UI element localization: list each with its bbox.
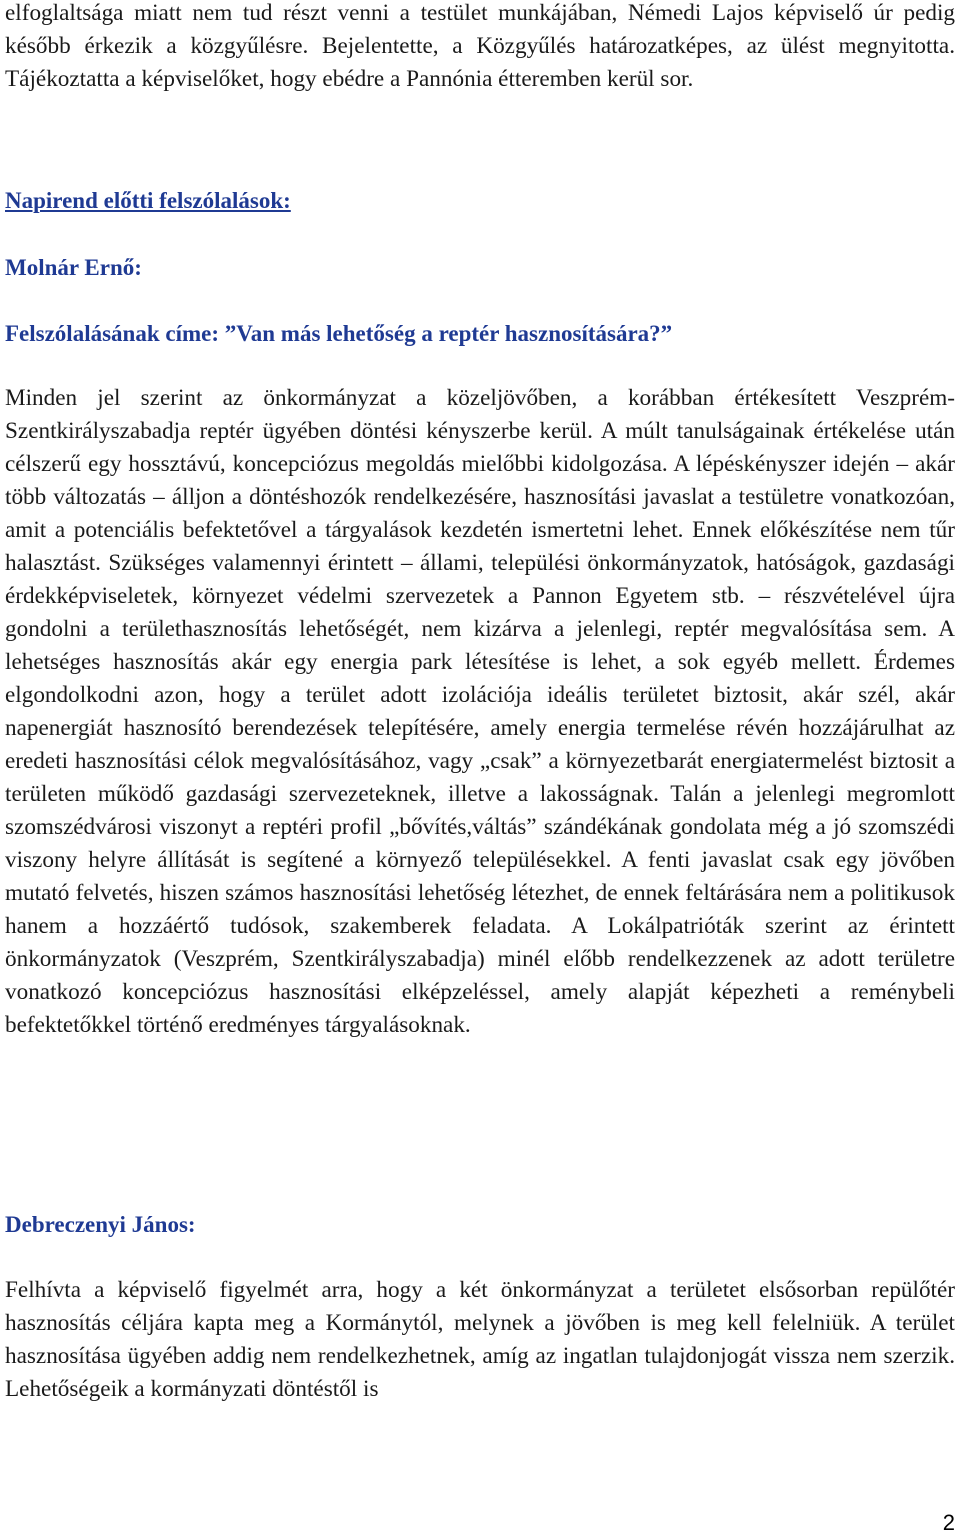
page-number: 2 bbox=[942, 1510, 955, 1535]
debreczenyi-response-paragraph: Felhívta a képviselő figyelmét arra, hogy a két önkormányzat a területet elsősorban repülőtér hasznosítás céljára kapta meg a Kormánytól, melynek a jövőben is meg kell felelniük. A terület hasznosítása ügyében addig nem rendelkezhetnek, amíg az ingatlan tulajdonjogát vissza nem szerzik. Lehetőségeik a kormányzati döntéstől is bbox=[5, 1277, 955, 1402]
section-heading-napirend: Napirend előtti felszólalások: bbox=[5, 188, 291, 213]
speaker-heading-molnar: Molnár Ernő: bbox=[5, 255, 142, 280]
intro-paragraph: elfoglaltsága miatt nem tud részt venni a testület munkájában, Némedi Lajos képviselő úr pedig később érkezik a közgyűlésre. Bejelentette, a Közgyűlés határozatképes, az ülést megnyitotta. Tájékoztatta a képviselőket, hogy ebédre a Pannónia étteremben kerül sor. bbox=[5, 0, 955, 92]
molnar-speech-paragraph: Minden jel szerint az önkormányzat a közeljövőben, a korábban értékesített Veszprém-Szentkirályszabadja reptér ügyében döntési kényszerbe kerül. A múlt tanulságainak értékelése után célszerű egy hossztávú, koncepciózus megoldás mielőbbi kidolgozása. A lépéskényszer idején – akár több változatás – álljon a döntéshozók rendelkezésére, hasznosítási javaslat a testületre vonatkozóan, amit a potenciális befektetővel a tárgyalások kezdetén ismertetni lehet. Ennek előkészítése nem tűr halasztást. Szükséges valamennyi érintett – állami, települési önkormányzatok, hatóságok, gazdasági érdekképviseletek, környezet védelmi szervezetek a Pannon Egyetem stb. – részvételével újra gondolni a területhasznosítás lehetőségét, nem kizárva a jelenlegi, reptér megvalósítása sem. A lehetséges hasznosítás akár egy energia park létesítése is lehet, a sok egyéb mellett. Érdemes elgondolkodni azon, hogy a terület adott izolációja ideális területet biztosit, akár szél, akár napenergiát hasznosító berendezések telepítésére, amely energia termelése révén hozzájárulhat az eredeti hasznosítási célok megvalósításához, vagy „csak” a környezetbarát energiatermelést biztosit a területen működő gazdasági szervezeteknek, illetve a lakosságnak. Talán a jelenlegi megromlott szomszédvárosi viszonyt a reptéri profil „bővítés,váltás” szándékának gondolata még a jó szomszédi viszony helyre állítását is segítené a környező településekkel. A fenti javaslat csak egy jövőben mutató felvetés, hiszen számos hasznosítási lehetőség létezhet, de ennek feltárására nem a politikusok hanem a hozzáértő tudósok, szakemberek feladata. A Lokálpatrióták szerint az érintett önkormányzatok (Veszprém, Szentkirályszabadja) minél előbb rendelkezzenek az adott területre vonatkozó koncepciózus hasznosítási elképzeléssel, amely alapját képezheti a reménybeli befektetőkkel történő eredményes tárgyalásoknak. bbox=[5, 385, 955, 1038]
speaker-heading-debreczenyi: Debreczenyi János: bbox=[5, 1212, 196, 1237]
speech-title-heading: Felszólalásának címe: ”Van más lehetőség a reptér hasznosítására?” bbox=[5, 321, 673, 346]
